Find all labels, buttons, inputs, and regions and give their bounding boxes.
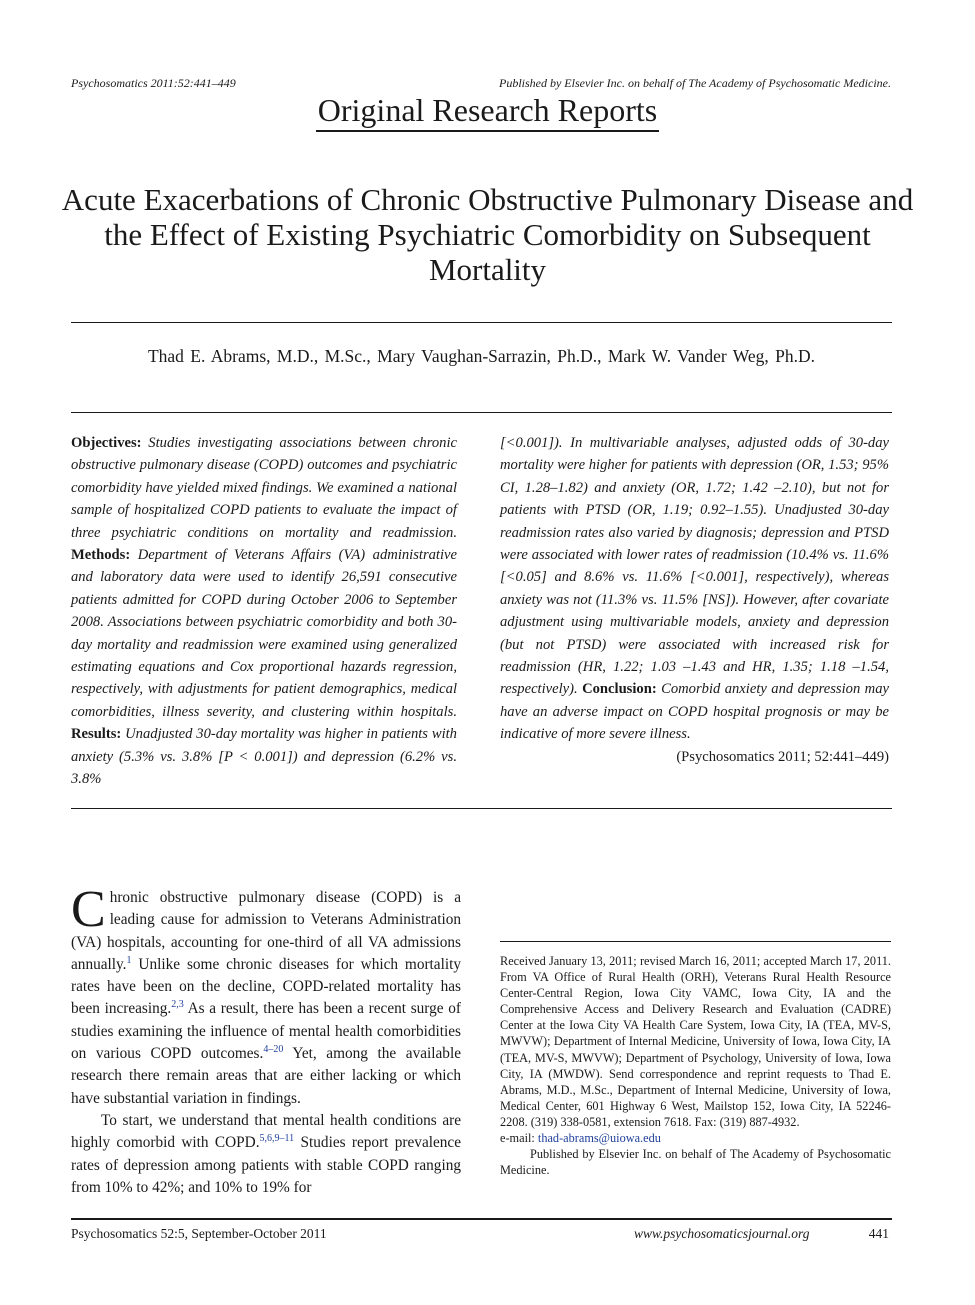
footnote-divider — [500, 941, 891, 942]
article-footnote — [500, 953, 891, 1178]
body-text: To start, we understand that mental health conditions are highly comorbid with COPD. — [71, 1111, 461, 1152]
reference-link[interactable]: 2,3 — [171, 999, 184, 1011]
section-label-text: Original Research Reports — [316, 92, 659, 132]
methods-text: Department of Veterans Affairs (VA) administrative and laboratory data were used to identify 26,591 consecutive patients admitted for COPD during October 2006 to September 2008. Associations between psychiatric comorbidity and both 30-day mortality and readmission were examined using generalized estimating equations and Cox proportional hazards regression, respectively, with adjustments for patient demographics, medical comorbidities, illness severity, and clustering within hospitals. — [71, 547, 457, 720]
header-citation: Psychosomatics 2011:52:441–449 — [71, 76, 236, 90]
body-text: Unlike some chronic diseases for which mortality rates have been on the decline, COPD-related mortality has been increasing. — [71, 955, 461, 1018]
reference-link[interactable]: 4–20 — [263, 1043, 284, 1055]
section-label — [0, 92, 975, 132]
abstract-top-divider — [71, 412, 892, 413]
header-publisher-note: Published by Elsevier Inc. on behalf of The Academy of Psychosomatic Medicine. — [498, 76, 891, 90]
objectives-heading: Objectives: — [71, 435, 142, 451]
email-label: e-mail: — [500, 1131, 538, 1146]
reference-link[interactable]: 1 — [126, 954, 132, 966]
body-text: Studies report prevalence rates of depression among patients with stable COPD ranging from 10% to 42%; and 10% to 19% for — [71, 1134, 461, 1196]
footer-journal-url[interactable]: www.psychosomaticsjournal.org — [634, 1226, 810, 1241]
reference-link[interactable]: 5,6,9–11 — [259, 1133, 295, 1145]
footnote-email-line — [500, 1130, 891, 1146]
results-text-right: [<0.001]). In multivariable analyses, adjusted odds of 30-day mortality were higher for patients with depression (OR, 1.53; 95% CI, 1.28–1.82) and anxiety (OR, 1.72; 1.42 –2.10), but not for patients with PTSD (OR, 1.19; 0.92–1.55). Unadjusted 30-day readmission rates also varied by diagnosis; depression and PTSD were associated with lower rates of readmission (10.4% vs. 11.6% [<0.05] and 8.6% vs. 11.6% [<0.001], respectively), whereas anxiety was not (11.3% vs. 11.5% [NS]). However, after covariate adjustment using multivariable models, anxiety and depression (but not PTSD) were associated with increased risk for readmission (HR, 1.22; 1.03 –1.43 and HR, 1.35; 1.18 –1.54, respectively). — [500, 435, 889, 698]
body-text: hronic obstructive pulmonary disease (COPD) is a leading cause for admission to Veterans Administration (VA) hospitals, accounting for one-third of all VA admissions annually. — [71, 889, 461, 973]
page-number: 441 — [868, 1226, 889, 1241]
author-list: Thad E. Abrams, M.D., M.Sc., Mary Vaughan-Sarrazin, Ph.D., Mark W. Vander Weg, Ph.D. — [147, 346, 816, 366]
body-paragraph — [71, 881, 461, 1110]
conclusion-heading: Conclusion: — [582, 681, 657, 698]
abstract-citation: (Psychosomatics 2011; 52:441–449) — [676, 748, 889, 765]
article-title: Acute Exacerbations of Chronic Obstructive Pulmonary Disease and the Effect of Existing Psychiatric Comorbidity on Subsequent Mortality — [61, 182, 914, 287]
footer-divider — [71, 1218, 892, 1220]
results-heading: Results: — [71, 726, 122, 743]
body-paragraph — [71, 1110, 461, 1199]
abstract-right-column — [500, 432, 889, 768]
footer-journal-issue: Psychosomatics 52:5, September-October 2011 — [71, 1226, 327, 1241]
title-divider — [71, 322, 892, 323]
methods-heading: Methods: — [71, 547, 131, 564]
footnote-text: Received January 13, 2011; revised March 16, 2011; accepted March 17, 2011. From VA Office of Rural Health (ORH), Veterans Rural Health Resource Center-Central Region, Iowa City VAMC, Iowa City, IA and the Comprehensive Access and Delivery Research and Evaluation (CADRE) Center at the Iowa City VA Health Care System, Iowa City, IA (TEA, MV-S, MWVW); Department of Internal Medicine, University of Iowa, Iowa City, IA (TEA, MV-S, MWVW); Department of Psychology, University of Iowa, Iowa City, IA (MWDW). Send correspondence and reprint requests to Thad E. Abrams, M.D., M.Sc., Department of Internal Medicine, University of Iowa, Medical Center, 601 Highway 6 West, Mailstop 152, Iowa City, IA 52246-2208. (319) 338-0581, extension 7618. Fax: (319) 887-4932. — [500, 954, 891, 1129]
footnote-publisher: Published by Elsevier Inc. on behalf of The Academy of Psychosomatic Medicine. — [500, 1147, 891, 1178]
dropcap-letter: C — [71, 881, 106, 938]
results-text-left: Unadjusted 30-day mortality was higher in patients with anxiety (5.3% vs. 3.8% [P < 0.001]) and depression (6.2% vs. 3.8% — [71, 726, 457, 788]
email-link[interactable]: thad-abrams@uiowa.edu — [537, 1131, 661, 1146]
body-text-column — [71, 881, 461, 1199]
body-text: As a result, there has been a recent surge of studies examining the influence of mental health comorbidities on various COPD outcomes. — [71, 1000, 461, 1063]
conclusion-text: Comorbid anxiety and depression may have an adverse impact on COPD hospital prognosis or may be indicative of more severe illness. — [500, 681, 889, 743]
body-text: Yet, among the available research there remain areas that are either lacking or which have substantial variation in findings. — [71, 1045, 461, 1107]
abstract-left-column — [71, 432, 457, 791]
objectives-text: Studies investigating associations between chronic obstructive pulmonary disease (COPD) outcomes and psychiatric comorbidity have yielded mixed findings. We examined a national sample of hospitalized COPD patients to evaluate the impact of three psychiatric conditions on mortality and readmission. — [71, 435, 457, 541]
abstract-bottom-divider — [71, 808, 892, 809]
